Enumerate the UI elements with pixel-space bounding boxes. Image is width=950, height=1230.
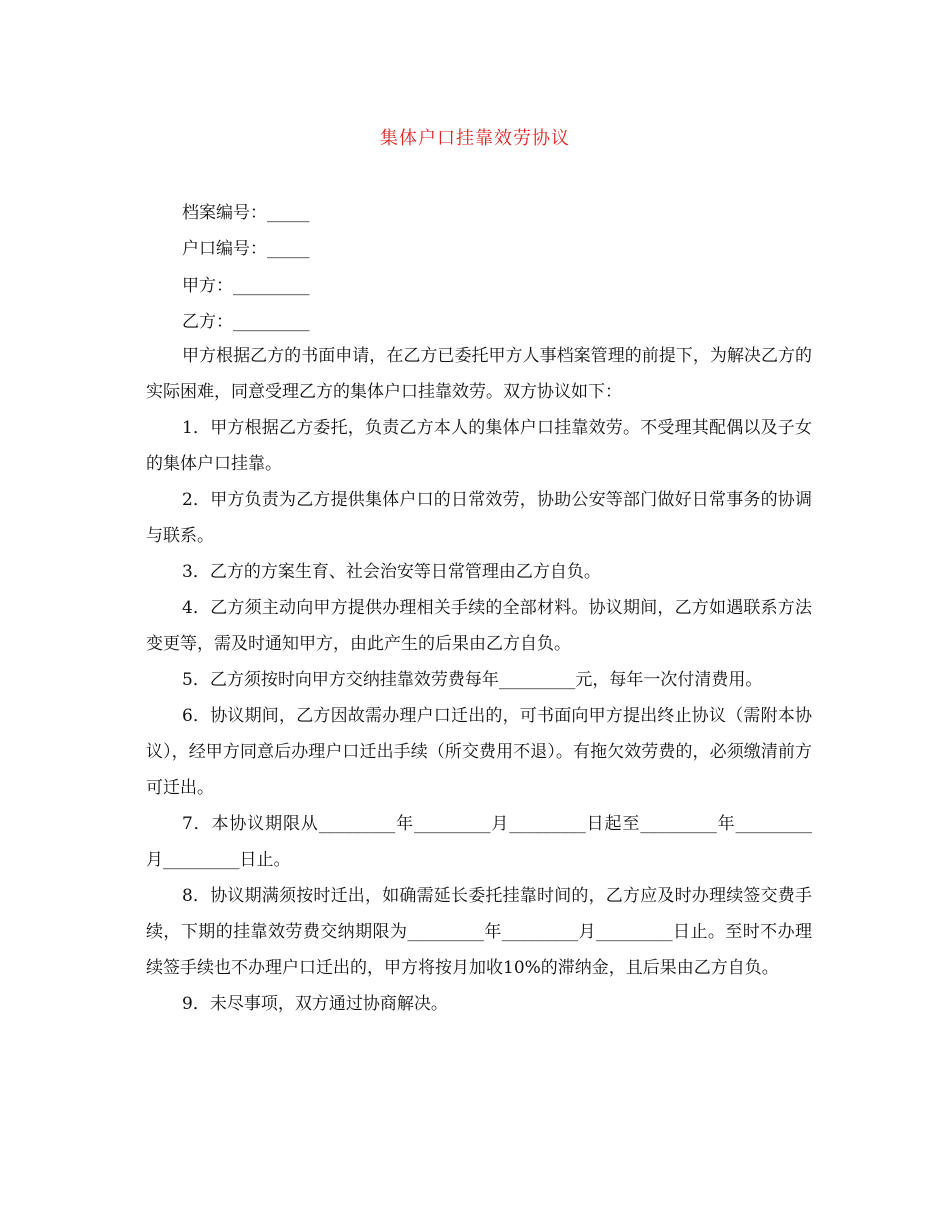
clause-3: 3．乙方的方案生育、社会治安等日常管理由乙方自负。 <box>182 562 601 582</box>
clause-4: 4．乙方须主动向甲方提供办理相关手续的全部材料。协议期间，乙方如遇联系方法变更等，需及时通知甲方，由此产生的后果由乙方自负。 <box>146 598 812 654</box>
clause-9: 9．未尽事项，双方通过协商解决。 <box>182 994 448 1014</box>
clause-7: 7．本协议期限从_________年_________月_________日起至_________年_________月_________日止。 <box>146 814 812 870</box>
agreement-body <box>146 338 812 1022</box>
clause-2: 2．甲方负责为乙方提供集体户口的日常效劳，协助公安等部门做好日常事务的协调与联系。 <box>146 490 812 546</box>
archive-number-field: 档案编号：_____ <box>182 203 310 223</box>
household-number-field: 户口编号：_____ <box>182 239 310 259</box>
party-a-field: 甲方：_________ <box>182 276 310 296</box>
document-title: 集体户口挂靠效劳协议 <box>380 128 570 149</box>
clause-6: 6．协议期间，乙方因故需办理户口迁出的，可书面向甲方提出终止协议（需附本协议），经甲方同意后办理户口迁出手续（所交费用不退）。有拖欠效劳费的，必须缴清前方可迁出。 <box>146 706 812 798</box>
clause-5: 5．乙方须按时向甲方交纳挂靠效劳费每年_________元，每年一次付清费用。 <box>182 670 763 690</box>
clause-1: 1．甲方根据乙方委托，负责乙方本人的集体户口挂靠效劳。不受理其配偶以及子女的集体户口挂靠。 <box>146 418 812 474</box>
party-b-field: 乙方：_________ <box>182 312 310 332</box>
preamble-paragraph: 甲方根据乙方的书面申请，在乙方已委托甲方人事档案管理的前提下，为解决乙方的实际困难，同意受理乙方的集体户口挂靠效劳。双方协议如下： <box>146 346 812 402</box>
clause-8: 8．协议期满须按时迁出，如确需延长委托挂靠时间的，乙方应及时办理续签交费手续，下期的挂靠效劳费交纳期限为_________年_________月_________日止。至时不办理续签手续也不办理户口迁出的，甲方将按月加收10%的滞纳金，且后果由乙方自负。 <box>146 886 812 978</box>
